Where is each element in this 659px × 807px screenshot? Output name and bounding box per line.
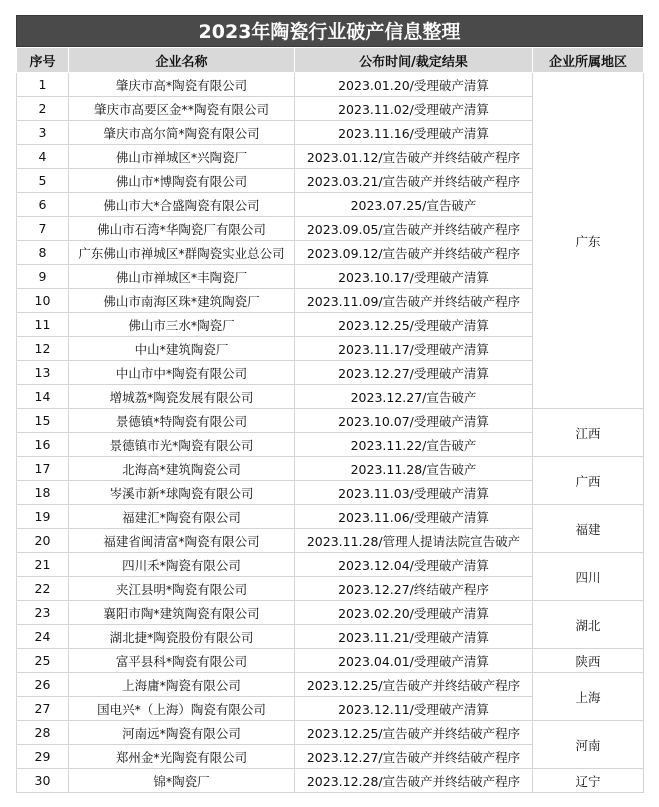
header-row [17,48,644,73]
cell-index[interactable]: 18 [17,481,69,505]
cell-result[interactable]: 2023.11.21/受理破产清算 [295,625,533,649]
cell-result[interactable]: 2023.03.21/宣告破产并终结破产程序 [295,169,533,193]
cell-company[interactable]: 锦*陶瓷厂 [69,769,295,793]
table-row [17,649,644,673]
cell-region[interactable]: 广东 [533,73,644,409]
cell-region[interactable]: 福建 [533,505,644,553]
cell-index[interactable]: 12 [17,337,69,361]
cell-company[interactable]: 福建省闽清富*陶瓷有限公司 [69,529,295,553]
cell-index[interactable]: 9 [17,265,69,289]
cell-index[interactable]: 4 [17,145,69,169]
cell-index[interactable]: 8 [17,241,69,265]
cell-region[interactable]: 辽宁 [533,769,644,793]
cell-company[interactable]: 肇庆市高*陶瓷有限公司 [69,73,295,97]
cell-company[interactable]: 湖北捷*陶瓷股份有限公司 [69,625,295,649]
cell-company[interactable]: 襄阳市陶*建筑陶瓷有限公司 [69,601,295,625]
cell-index[interactable]: 30 [17,769,69,793]
table-row [17,769,644,793]
cell-company[interactable]: 四川禾*陶瓷有限公司 [69,553,295,577]
cell-result[interactable]: 2023.12.25/宣告破产并终结破产程序 [295,721,533,745]
cell-result[interactable]: 2023.11.16/受理破产清算 [295,121,533,145]
cell-result[interactable]: 2023.12.25/受理破产清算 [295,313,533,337]
table-row [17,505,644,529]
cell-index[interactable]: 25 [17,649,69,673]
cell-result[interactable]: 2023.11.02/受理破产清算 [295,97,533,121]
cell-result[interactable]: 2023.11.28/宣告破产 [295,457,533,481]
spreadsheet [16,15,643,793]
cell-index[interactable]: 27 [17,697,69,721]
cell-result[interactable]: 2023.01.12/宣告破产并终结破产程序 [295,145,533,169]
cell-index[interactable]: 5 [17,169,69,193]
cell-company[interactable]: 河南远*陶瓷有限公司 [69,721,295,745]
cell-result[interactable]: 2023.09.12/宣告破产并终结破产程序 [295,241,533,265]
cell-company[interactable]: 肇庆市高要区金**陶瓷有限公司 [69,97,295,121]
cell-index[interactable]: 29 [17,745,69,769]
cell-company[interactable]: 佛山市南海区珠*建筑陶瓷厂 [69,289,295,313]
cell-company[interactable]: 中山市中*陶瓷有限公司 [69,361,295,385]
cell-region[interactable]: 上海 [533,673,644,721]
cell-index[interactable]: 2 [17,97,69,121]
cell-result[interactable]: 2023.12.04/受理破产清算 [295,553,533,577]
cell-index[interactable]: 22 [17,577,69,601]
cell-company[interactable]: 佛山市*博陶瓷有限公司 [69,169,295,193]
cell-company[interactable]: 佛山市禅城区*丰陶瓷厂 [69,265,295,289]
cell-index[interactable]: 24 [17,625,69,649]
cell-company[interactable]: 中山*建筑陶瓷厂 [69,337,295,361]
cell-index[interactable]: 28 [17,721,69,745]
cell-index[interactable]: 21 [17,553,69,577]
cell-index[interactable]: 10 [17,289,69,313]
cell-company[interactable]: 佛山市禅城区*兴陶瓷厂 [69,145,295,169]
sheet-title: 2023年陶瓷行业破产信息整理 [16,15,643,47]
table-row [17,601,644,625]
cell-company[interactable]: 国电兴*（上海）陶瓷有限公司 [69,697,295,721]
table-body [17,73,644,793]
cell-index[interactable]: 26 [17,673,69,697]
header-index[interactable]: 序号 [17,48,69,73]
cell-result[interactable]: 2023.11.22/宣告破产 [295,433,533,457]
header-result[interactable]: 公布时间/裁定结果 [295,48,533,73]
bankruptcy-table [16,47,644,793]
cell-region[interactable]: 四川 [533,553,644,601]
cell-company[interactable]: 广东佛山市禅城区*群陶瓷实业总公司 [69,241,295,265]
table-row [17,409,644,433]
cell-result[interactable]: 2023.11.09/宣告破产并终结破产程序 [295,289,533,313]
cell-result[interactable]: 2023.01.20/受理破产清算 [295,73,533,97]
cell-index[interactable]: 16 [17,433,69,457]
cell-company[interactable]: 郑州金*光陶瓷有限公司 [69,745,295,769]
cell-result[interactable]: 2023.12.27/宣告破产 [295,385,533,409]
cell-result[interactable]: 2023.11.03/受理破产清算 [295,481,533,505]
cell-company[interactable]: 岑溪市新*球陶瓷有限公司 [69,481,295,505]
cell-index[interactable]: 23 [17,601,69,625]
cell-index[interactable]: 13 [17,361,69,385]
cell-company[interactable]: 佛山市三水*陶瓷厂 [69,313,295,337]
cell-result[interactable]: 2023.12.25/宣告破产并终结破产程序 [295,673,533,697]
cell-result[interactable]: 2023.12.27/宣告破产并终结破产程序 [295,745,533,769]
cell-index[interactable]: 20 [17,529,69,553]
table-row [17,457,644,481]
cell-company[interactable]: 福建汇*陶瓷有限公司 [69,505,295,529]
cell-company[interactable]: 景德镇*特陶瓷有限公司 [69,409,295,433]
cell-index[interactable]: 17 [17,457,69,481]
cell-index[interactable]: 15 [17,409,69,433]
cell-result[interactable]: 2023.10.07/受理破产清算 [295,409,533,433]
cell-company[interactable]: 佛山市石湾*华陶瓷厂有限公司 [69,217,295,241]
cell-index[interactable]: 14 [17,385,69,409]
cell-company[interactable]: 景德镇市光*陶瓷有限公司 [69,433,295,457]
cell-company[interactable]: 佛山市大*合盛陶瓷有限公司 [69,193,295,217]
cell-index[interactable]: 11 [17,313,69,337]
cell-result[interactable]: 2023.12.11/受理破产清算 [295,697,533,721]
cell-company[interactable]: 富平县科*陶瓷有限公司 [69,649,295,673]
cell-result[interactable]: 2023.04.01/受理破产清算 [295,649,533,673]
header-company[interactable]: 企业名称 [69,48,295,73]
cell-region[interactable]: 江西 [533,409,644,457]
cell-index[interactable]: 19 [17,505,69,529]
cell-result[interactable]: 2023.11.06/受理破产清算 [295,505,533,529]
cell-region[interactable]: 陕西 [533,649,644,673]
cell-result[interactable]: 2023.12.27/终结破产程序 [295,577,533,601]
table-row [17,721,644,745]
cell-index[interactable]: 7 [17,217,69,241]
cell-company[interactable]: 上海庸*陶瓷有限公司 [69,673,295,697]
table-row [17,73,644,97]
cell-result[interactable]: 2023.02.20/受理破产清算 [295,601,533,625]
cell-region[interactable]: 湖北 [533,601,644,649]
cell-result[interactable]: 2023.10.17/受理破产清算 [295,265,533,289]
table-row [17,553,644,577]
cell-company[interactable]: 夹江县明*陶瓷有限公司 [69,577,295,601]
cell-result[interactable]: 2023.09.05/宣告破产并终结破产程序 [295,217,533,241]
cell-result[interactable]: 2023.11.28/管理人提请法院宣告破产 [295,529,533,553]
cell-region[interactable]: 河南 [533,721,644,769]
cell-result[interactable]: 2023.11.17/受理破产清算 [295,337,533,361]
cell-company[interactable]: 增城荔*陶瓷发展有限公司 [69,385,295,409]
cell-region[interactable]: 广西 [533,457,644,505]
header-region[interactable]: 企业所属地区 [533,48,644,73]
cell-index[interactable]: 6 [17,193,69,217]
cell-index[interactable]: 1 [17,73,69,97]
cell-company[interactable]: 肇庆市高尔简*陶瓷有限公司 [69,121,295,145]
cell-result[interactable]: 2023.12.27/受理破产清算 [295,361,533,385]
cell-company[interactable]: 北海高*建筑陶瓷公司 [69,457,295,481]
cell-result[interactable]: 2023.12.28/宣告破产并终结破产程序 [295,769,533,793]
cell-index[interactable]: 3 [17,121,69,145]
table-row [17,673,644,697]
cell-result[interactable]: 2023.07.25/宣告破产 [295,193,533,217]
